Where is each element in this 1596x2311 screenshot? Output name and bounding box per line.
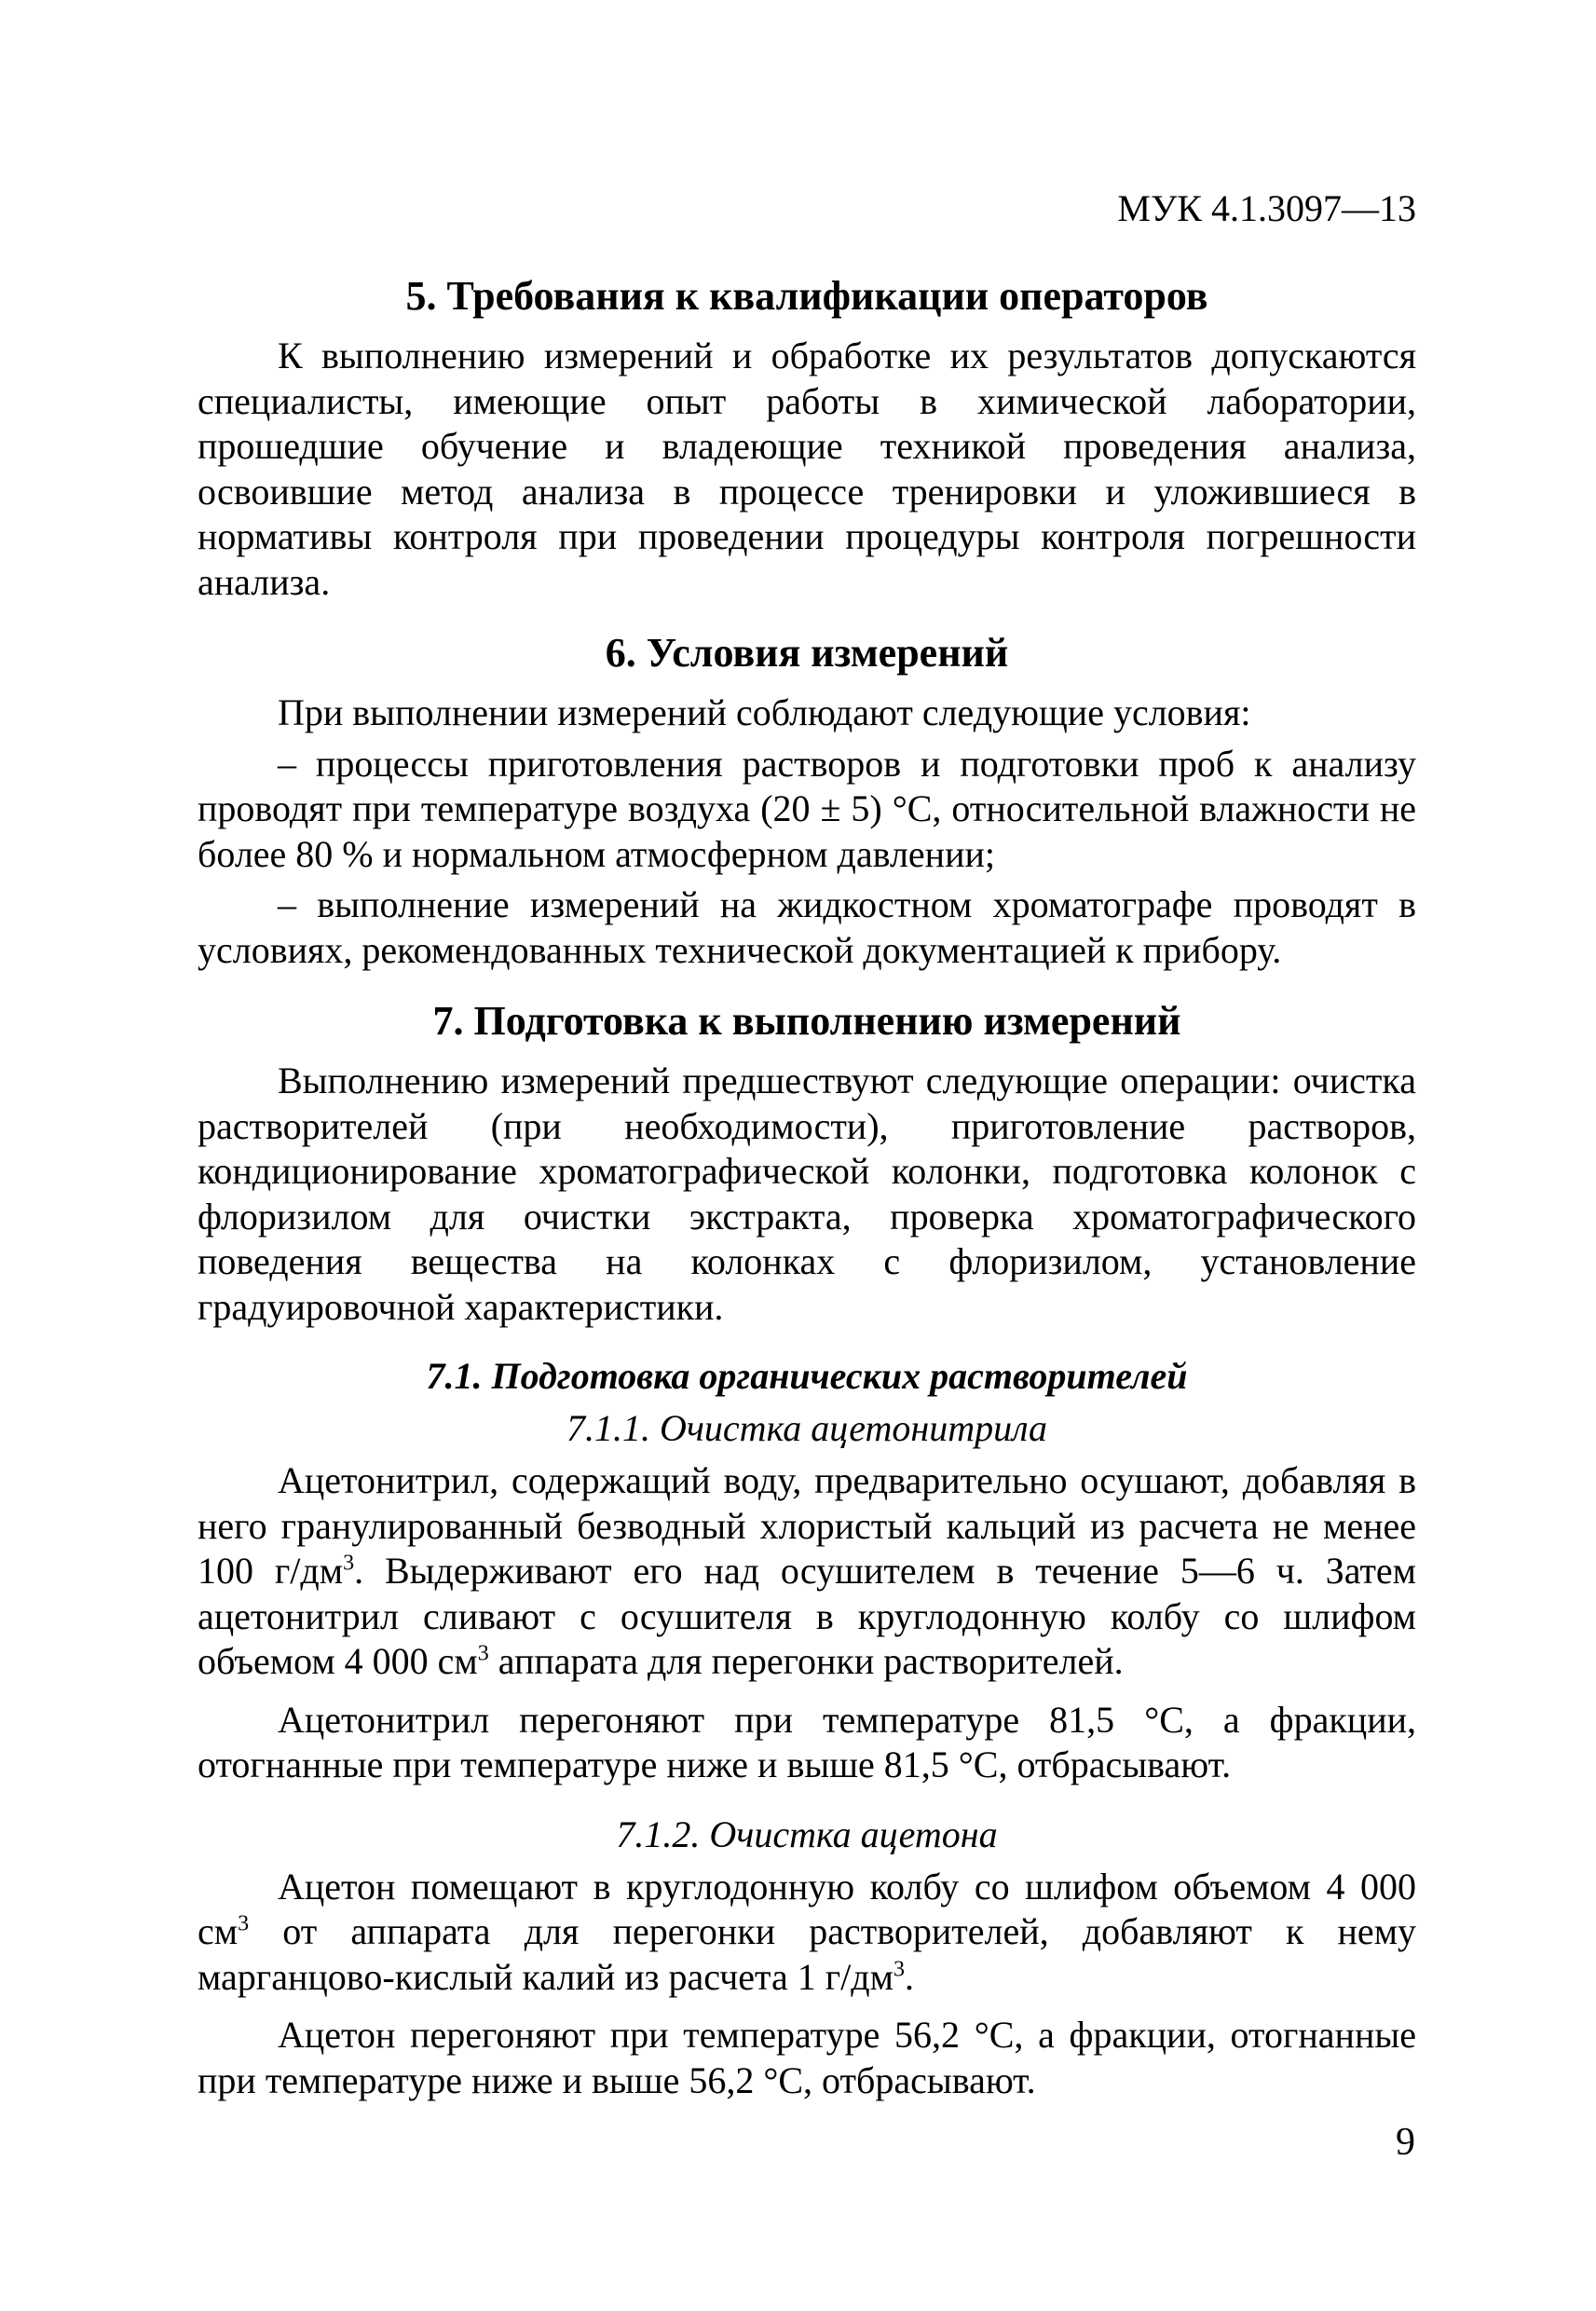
subsection-7-1-1-paragraph-1: Ацетонитрил, содержащий воду, предварительно осушают, добавляя в него гранулированный безводный хлористый кальций из расчета не менее 100 $г/дм^3$. Выдерживают его над осушителем в течение 5—6 ч. Затем ацетонитрил сливают с осушителя в круглодонную колбу со шлифом объемом 4 000 $см^3$ аппарата для перегонки растворителей. xyxy=(198,1459,1416,1682)
subsection-7-1-1-paragraph-2: Ацетонитрил перегоняют при температуре 81,5 °С, а фракции, отогнанные при температуре ниже и выше 81,5 °С, отбрасывают. xyxy=(198,1698,1416,1785)
section-7-paragraph: Выполнению измерений предшествуют следующие операции: очистка растворителей (при необходимости), приготовление растворов, кондиционирование хроматографической колонки, подготовка колонок с флоризилом для очистки экстракта, проверка хроматографического поведения вещества на колонках с флоризилом, установление градуировочной характеристики. xyxy=(198,1060,1416,1328)
section-6-item-2: – выполнение измерений на жидкостном хроматографе проводят в условиях, рекомендованных технической документацией к прибору. xyxy=(198,883,1416,971)
page-number: 9 xyxy=(1396,2121,1415,2164)
subsection-7-1-title: 7.1. Подготовка органических растворителей xyxy=(426,1355,1188,1397)
subsection-7-1-2-title: 7.1.2. Очистка ацетона xyxy=(616,1812,998,1855)
section-6-item-1: – процессы приготовления растворов и подготовки проб к анализу проводят при температуре воздуха (20 ± 5) °С, относительной влажности не более 80 % и нормальном атмосферном давлении; xyxy=(198,742,1416,875)
document-code: МУК 4.1.3097—13 xyxy=(1117,187,1416,229)
section-5-title: 5. Требования к квалификации операторов xyxy=(405,273,1208,319)
subsection-7-1-2-paragraph-1: Ацетон помещают в круглодонную колбу со шлифом объемом 4 000 $см^3$ от аппарата для перегонки растворителей, добавляют к нему марганцово-кислый калий из расчета 1 $г/дм^3$. xyxy=(198,1865,1416,1998)
subsection-7-1-1-title: 7.1.1. Очистка ацетонитрила xyxy=(566,1407,1048,1449)
section-7-title: 7. Подготовка к выполнению измерений xyxy=(432,998,1181,1044)
section-6-intro: При выполнении измерений соблюдают следующие условия: xyxy=(278,691,1251,733)
subsection-7-1-2-paragraph-2: Ацетон перегоняют при температуре 56,2 °С, а фракции, отогнанные при температуре ниже и выше 56,2 °С, отбрасывают. xyxy=(198,2014,1416,2101)
section-6-title: 6. Условия измерений xyxy=(605,630,1009,676)
document-page xyxy=(198,186,1416,2116)
section-5-paragraph: К выполнению измерений и обработке их результатов допускаются специалисты, имеющие опыт работы в химической лаборатории, прошедшие обучение и владеющие техникой проведения анализа, освоившие метод анализа в процессе тренировки и уложившиеся в нормативы контроля при проведении процедуры контроля погрешности анализа. xyxy=(198,335,1416,603)
